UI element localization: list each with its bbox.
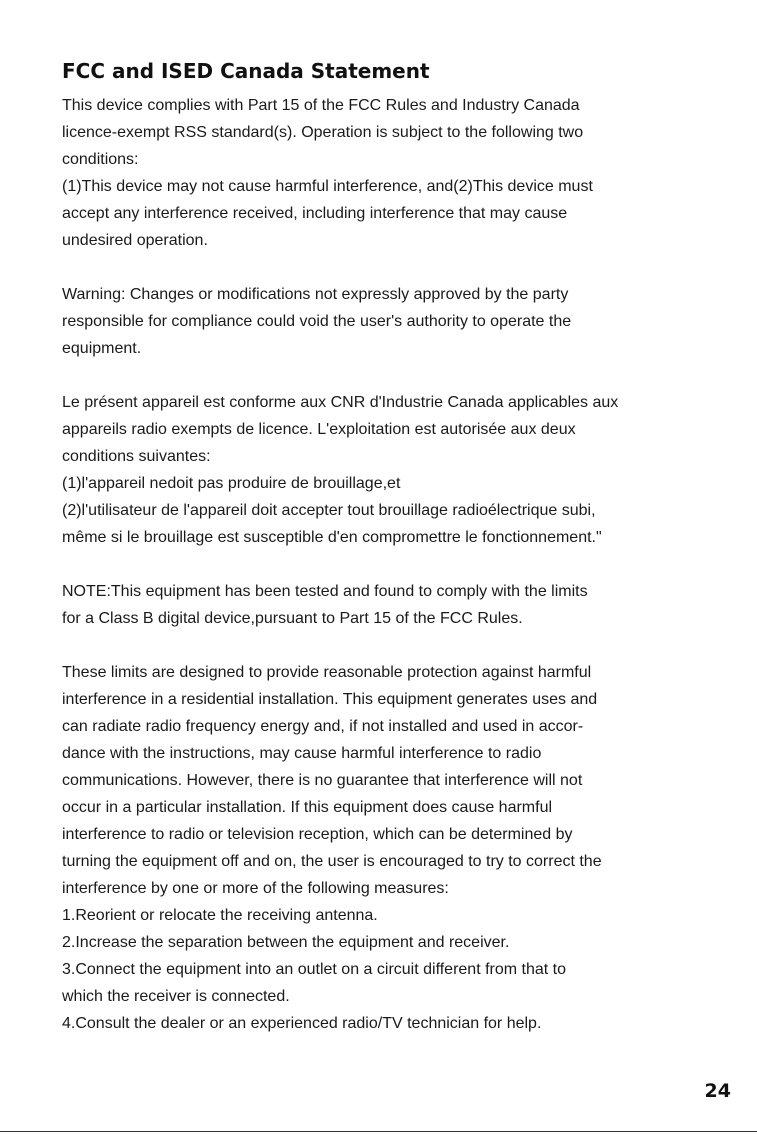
compliance-paragraph <box>62 92 742 254</box>
text-line: Le présent appareil est conforme aux CNR d'Industrie Canada applicables aux <box>62 394 619 411</box>
text-line: appareils radio exempts de licence. L'exploitation est autorisée aux deux <box>62 421 576 438</box>
text-line: communications. However, there is no guarantee that interference will not <box>62 772 583 789</box>
text-line: même si le brouillage est susceptible d'en compromettre le fonctionnement." <box>62 529 602 546</box>
text-line: for a Class B digital device,pursuant to Part 15 of the FCC Rules. <box>62 610 523 627</box>
bottom-divider <box>0 1131 757 1132</box>
text-line: responsible for compliance could void the user's authority to operate the <box>62 313 572 330</box>
text-line: interference in a residential installation. This equipment generates uses and <box>62 691 598 708</box>
text-line: undesired operation. <box>62 232 208 249</box>
limits-paragraph <box>62 659 742 1037</box>
text-line: licence-exempt RSS standard(s). Operation is subject to the following two <box>62 124 584 141</box>
text-line: conditions suivantes: <box>62 448 211 465</box>
text-line: (1)l'appareil nedoit pas produire de brouillage,et <box>62 475 401 492</box>
text-line: interference by one or more of the following measures: <box>62 880 449 897</box>
text-line: conditions: <box>62 151 139 168</box>
page-title: FCC and ISED Canada Statement <box>62 59 430 83</box>
text-line: equipment. <box>62 340 142 357</box>
text-line: (2)l'utilisateur de l'appareil doit accepter tout brouillage radioélectrique subi, <box>62 502 596 519</box>
text-line: dance with the instructions, may cause harmful interference to radio <box>62 745 542 762</box>
list-item: 4.Consult the dealer or an experienced radio/TV technician for help. <box>62 1015 542 1032</box>
list-item: 2.Increase the separation between the equipment and receiver. <box>62 934 510 951</box>
text-line: These limits are designed to provide reasonable protection against harmful <box>62 664 592 681</box>
text-line: can radiate radio frequency energy and, if not installed and used in accor- <box>62 718 584 735</box>
list-item: 1.Reorient or relocate the receiving antenna. <box>62 907 378 924</box>
list-item: 3.Connect the equipment into an outlet on a circuit different from that to <box>62 961 567 978</box>
document-page <box>62 56 742 1064</box>
list-item: which the receiver is connected. <box>62 988 290 1005</box>
text-line: (1)This device may not cause harmful interference, and(2)This device must <box>62 178 593 195</box>
text-line: interference to radio or television reception, which can be determined by <box>62 826 573 843</box>
text-line: Warning: Changes or modifications not expressly approved by the party <box>62 286 569 303</box>
page-number: 24 <box>704 1080 731 1102</box>
french-paragraph <box>62 389 742 551</box>
warning-paragraph <box>62 281 742 362</box>
text-line: occur in a particular installation. If this equipment does cause harmful <box>62 799 553 816</box>
text-line: NOTE:This equipment has been tested and found to comply with the limits <box>62 583 588 600</box>
text-line: accept any interference received, including interference that may cause <box>62 205 568 222</box>
text-line: turning the equipment off and on, the user is encouraged to try to correct the <box>62 853 602 870</box>
text-line: This device complies with Part 15 of the FCC Rules and Industry Canada <box>62 97 580 114</box>
note-paragraph <box>62 578 742 632</box>
